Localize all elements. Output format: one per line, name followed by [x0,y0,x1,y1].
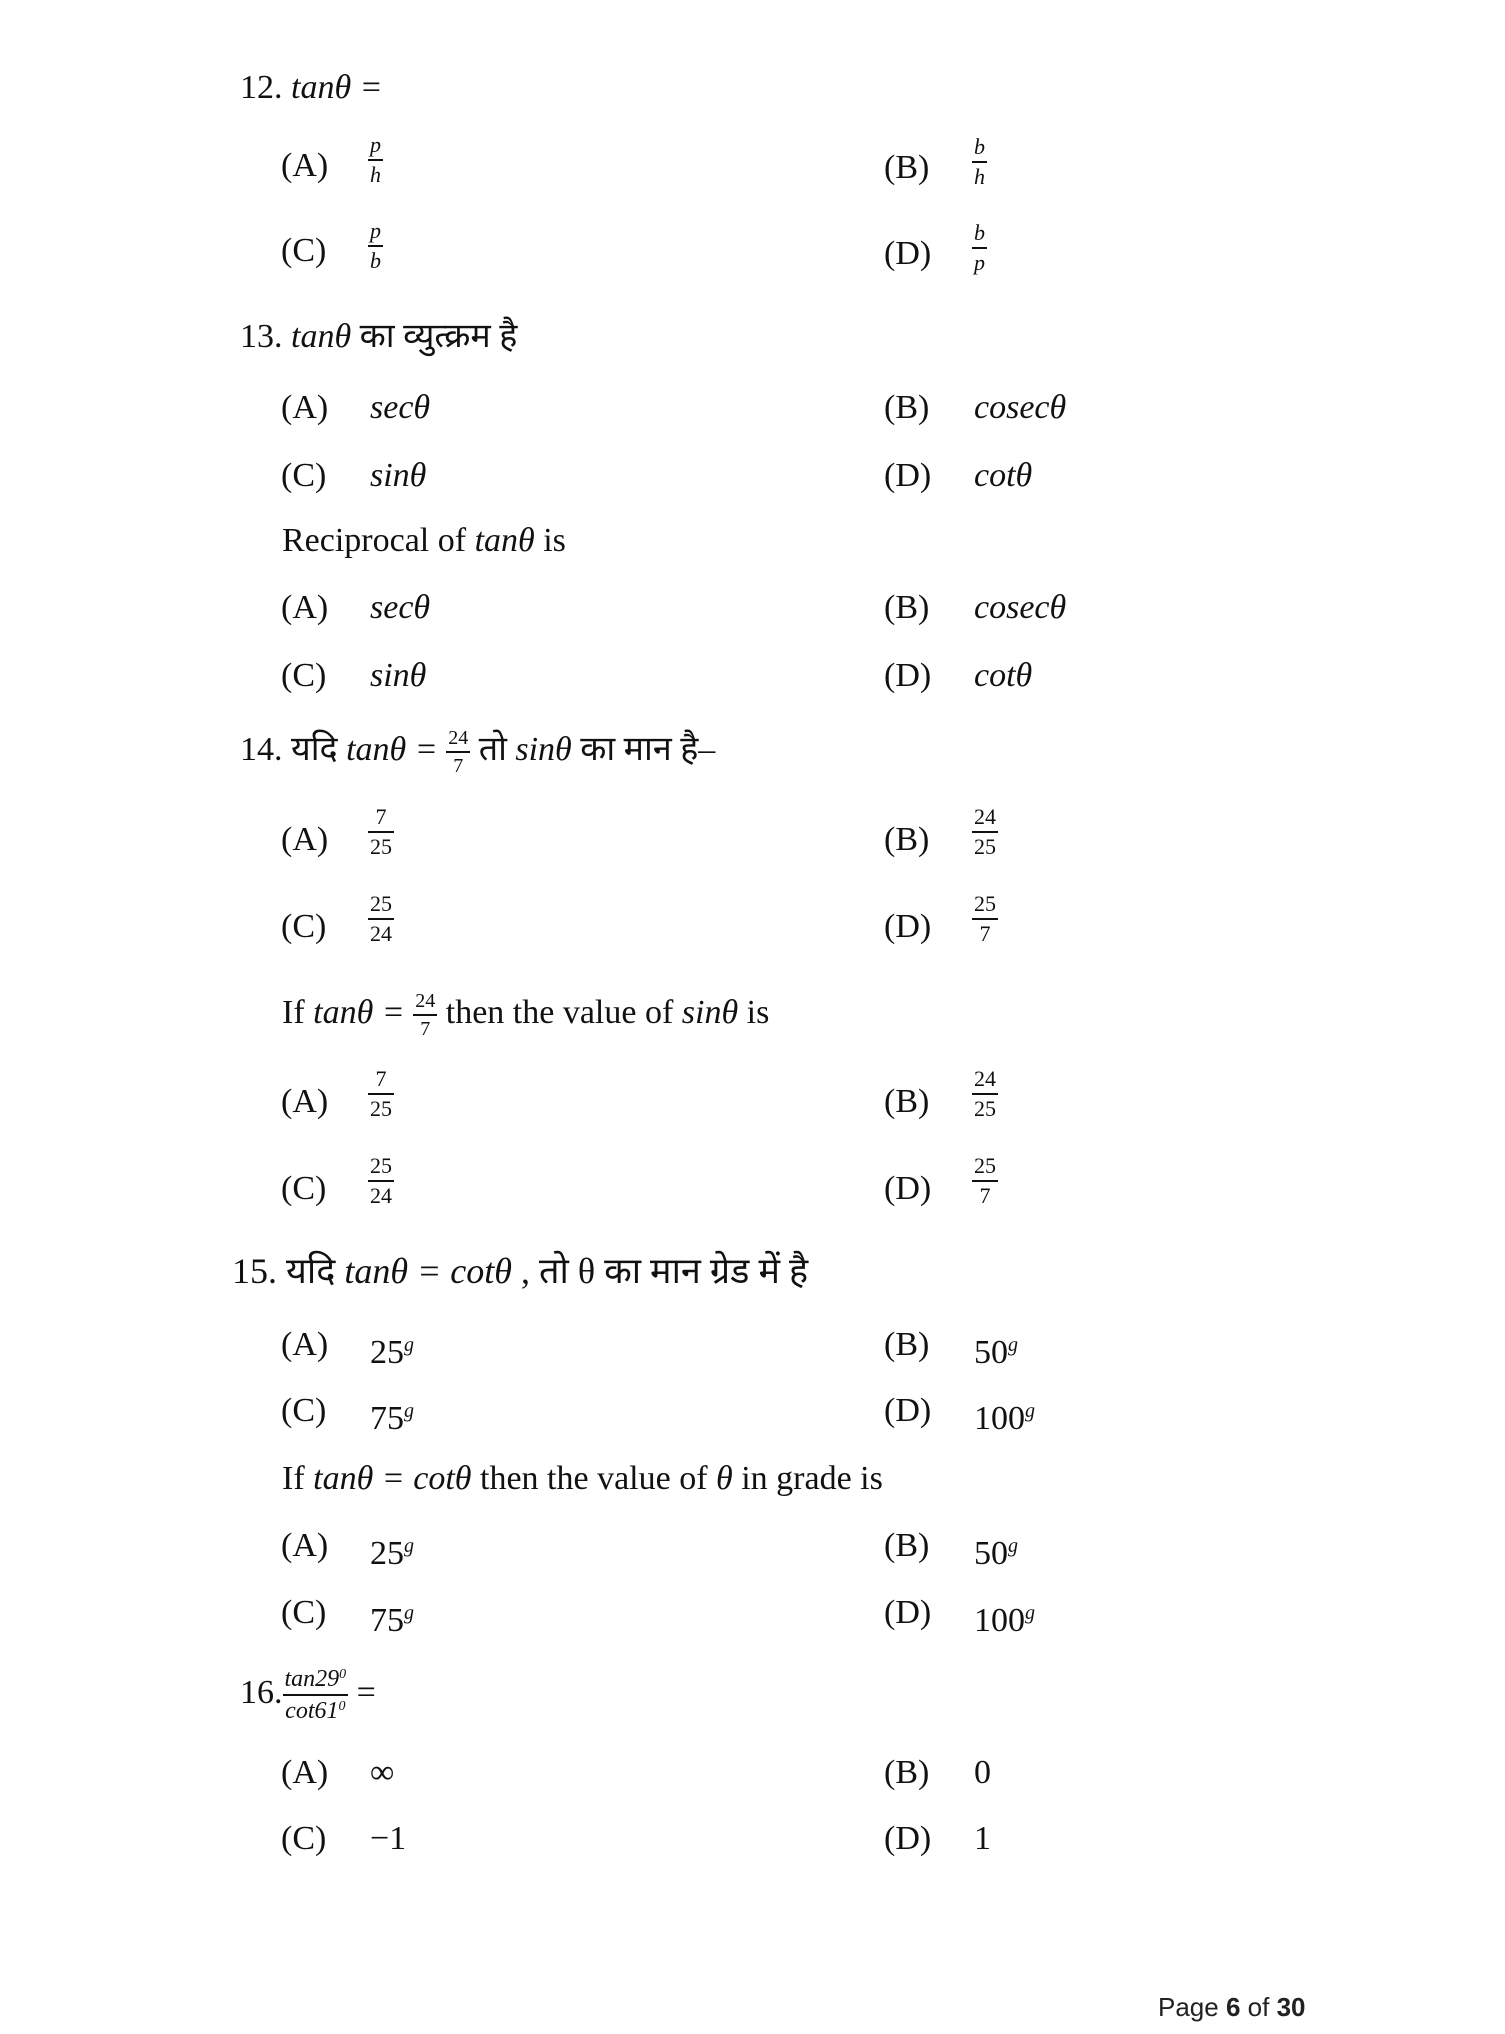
question-13-stem-hindi [240,317,517,357]
option-b-value [972,1068,998,1120]
option-b-value [974,1325,1018,1373]
math-expression: tanθ [474,522,535,559]
option-b-label[interactable]: (B) [884,821,930,858]
degree-superscript: 0 [339,1667,347,1683]
numerator [283,1667,349,1691]
grade-superscript: g [404,1602,414,1624]
option-value [972,222,987,274]
option-c-label[interactable]: (C) [281,1820,327,1857]
numerator: 24 [974,1066,996,1091]
option-c-label[interactable]: (C) [281,1170,327,1207]
fraction [283,1667,349,1723]
numerator: 7 [375,804,387,829]
denominator-text: cot61 [285,1698,339,1725]
option-c-value [368,893,394,945]
denominator: 24 [370,1183,392,1208]
denominator: 7 [453,755,464,778]
math-expression: tanθ [291,318,352,355]
option-b-value [974,1526,1018,1574]
option-a-value: secθ [370,589,431,626]
question-14-stem-english [282,981,769,1045]
stem-text: का मान है– [580,731,716,768]
fraction-bar [972,1093,998,1095]
fraction-bar [283,1694,349,1696]
grade-superscript: g [1025,1400,1035,1422]
option-d-label[interactable]: (D) [884,657,932,694]
numerator: p [370,132,381,157]
grade-superscript: g [1008,1535,1018,1557]
grade-superscript: g [404,1400,414,1422]
option-c-label[interactable]: (C) [281,1594,327,1631]
fraction-bar [368,245,383,247]
option-c-label[interactable]: (C) [281,457,327,494]
option-b-label[interactable]: (B) [884,1083,930,1120]
grade-superscript: g [1025,1602,1035,1624]
numerator: 25 [370,891,392,916]
fraction-bar [368,159,383,161]
denominator: 7 [979,921,991,946]
fraction [368,893,394,945]
stem-text: यदि [291,731,338,768]
value: 100 [974,1400,1025,1437]
question-number: 16. [240,1674,283,1711]
denominator: 25 [974,1096,996,1121]
option-a-label[interactable]: (A) [281,821,329,858]
grade-superscript: g [404,1535,414,1557]
numerator: 25 [370,1153,392,1178]
fraction-bar [368,1093,394,1095]
fraction-bar [972,918,998,920]
option-d-label[interactable]: (D) [884,1820,932,1857]
option-c-value: −1 [370,1820,407,1857]
total-pages: 30 [1276,1992,1306,2022]
math-expression: tanθ = [346,731,438,768]
math-expression: tanθ = [313,994,405,1031]
option-label: (B) [884,149,930,186]
option-c-value [368,1155,394,1207]
denominator: h [974,164,985,189]
option-d-value [972,1155,998,1207]
stem-text: then the value of [480,1460,708,1497]
value: 50 [974,1535,1008,1572]
denominator: 7 [420,1018,431,1041]
fraction [972,893,998,945]
denominator: 25 [974,834,996,859]
stem-text: is [543,522,566,559]
question-13-stem-english [282,521,566,561]
option-d-label[interactable]: (D) [884,1170,932,1207]
denominator: b [370,248,381,273]
option-value [368,220,383,272]
option-d-value: cotθ [974,657,1033,694]
fraction [972,1068,998,1120]
numerator: b [974,134,985,159]
option-value [368,134,383,186]
value: 25 [370,1334,404,1371]
fraction-bar [368,831,394,833]
option-a-label[interactable]: (A) [281,389,329,426]
fraction-bar [413,1014,437,1016]
stem-text: If [282,994,305,1031]
fraction [368,1155,394,1207]
option-b-value [972,806,998,858]
denominator: 25 [370,1096,392,1121]
denominator [283,1699,347,1723]
question-number: 14. [240,731,283,768]
option-a-value: secθ [370,389,431,426]
fraction [368,806,394,858]
question-14-stem-hindi [240,718,715,782]
fraction [972,1155,998,1207]
question-15-stem-hindi [232,1251,808,1291]
option-a-value [370,1526,414,1574]
option-b-value: cosecθ [974,589,1067,626]
fraction-bar [972,161,987,163]
fraction-bar [446,751,470,753]
denominator: h [370,162,381,187]
denominator: 25 [370,834,392,859]
question-12-stem [240,68,383,108]
option-label: (A) [281,147,329,184]
stem-text: If [282,1460,305,1497]
numerator: 25 [974,1153,996,1178]
stem-text: is [746,994,770,1031]
option-c-label[interactable]: (C) [281,908,327,945]
math-expression: sinθ [681,994,739,1031]
option-d-value: 1 [974,1820,991,1857]
option-a-label[interactable]: (A) [281,1754,329,1791]
stem-text: का व्युत्क्रम है [359,318,518,355]
option-a-label[interactable]: (A) [281,1326,329,1363]
stem-text: यदि [286,1251,336,1291]
page-label: Page [1158,1992,1219,2022]
numerator-text: tan29 [284,1666,340,1693]
option-b-label[interactable]: (B) [884,389,930,426]
option-a-label[interactable]: (A) [281,1527,329,1564]
option-c-value [370,1391,414,1439]
fraction [368,134,383,186]
option-d-label[interactable]: (D) [884,1392,932,1429]
option-label: (D) [884,235,932,272]
option-c-value: sinθ [370,457,427,494]
fraction [446,728,470,776]
option-c-label[interactable]: (C) [281,657,327,694]
value: 50 [974,1334,1008,1371]
option-c-value: sinθ [370,657,427,694]
option-a-label[interactable]: (A) [281,589,329,626]
option-d-label[interactable]: (D) [884,1594,932,1631]
math-expression: tanθ = cotθ [313,1460,472,1497]
value: 25 [370,1535,404,1572]
math-expression: tanθ = cotθ [344,1251,512,1291]
math-expression: θ [716,1460,733,1497]
numerator: b [974,220,985,245]
option-a-value: ∞ [370,1754,395,1791]
value: 75 [370,1602,404,1639]
option-b-label[interactable]: (B) [884,1326,930,1363]
fraction [368,1068,394,1120]
option-d-label[interactable]: (D) [884,908,932,945]
option-a-value [370,1325,414,1373]
question-number: 13. [240,318,283,355]
option-b-value: 0 [974,1754,991,1791]
option-b-label[interactable]: (B) [884,1527,930,1564]
option-a-value [368,806,394,858]
equals-sign: = [356,1674,376,1711]
fraction [972,136,987,188]
fraction [368,220,383,272]
denominator: 7 [979,1183,991,1208]
fraction [972,222,987,274]
degree-superscript: 0 [338,1699,346,1715]
stem-text: तो [478,731,507,768]
value: 100 [974,1602,1025,1639]
fraction-bar [972,1180,998,1182]
stem-text: in grade is [741,1460,883,1497]
question-15-stem-english [282,1459,883,1499]
numerator: 7 [375,1066,387,1091]
option-value [972,136,987,188]
denominator: 24 [370,921,392,946]
current-page: 6 [1225,1992,1241,2022]
option-d-value [972,893,998,945]
option-d-label[interactable]: (D) [884,457,932,494]
page-of-label: of [1247,1992,1270,2022]
option-d-value: cotθ [974,457,1033,494]
numerator: 24 [448,727,469,750]
fraction-bar [972,831,998,833]
fraction [972,806,998,858]
option-a-value [368,1068,394,1120]
fraction-bar [368,918,394,920]
option-b-label[interactable]: (B) [884,589,930,626]
numerator: 25 [974,891,996,916]
page-number [1158,1992,1306,2023]
fraction-bar [368,1180,394,1182]
stem-text: then the value of [445,994,674,1031]
question-number: 12. [240,69,283,106]
grade-superscript: g [404,1334,414,1356]
math-expression: tanθ = [291,69,383,106]
stem-text: Reciprocal of [282,522,467,559]
numerator: 24 [974,804,996,829]
question-number: 15. [232,1251,277,1291]
option-b-label[interactable]: (B) [884,1754,930,1791]
fraction [413,991,437,1039]
option-c-label[interactable]: (C) [281,1392,327,1429]
option-d-value [974,1391,1035,1439]
option-label: (C) [281,232,327,269]
option-a-label[interactable]: (A) [281,1083,329,1120]
denominator: p [974,250,985,275]
grade-superscript: g [1008,1334,1018,1356]
option-d-value [974,1593,1035,1641]
stem-text: , तो θ का मान ग्रेड में है [520,1251,809,1291]
math-expression: sinθ [515,731,572,768]
numerator: p [370,218,381,243]
numerator: 24 [415,990,436,1013]
fraction-bar [972,247,987,249]
value: 75 [370,1400,404,1437]
option-b-value: cosecθ [974,389,1067,426]
option-c-value [370,1593,414,1641]
question-16-stem [240,1660,376,1726]
